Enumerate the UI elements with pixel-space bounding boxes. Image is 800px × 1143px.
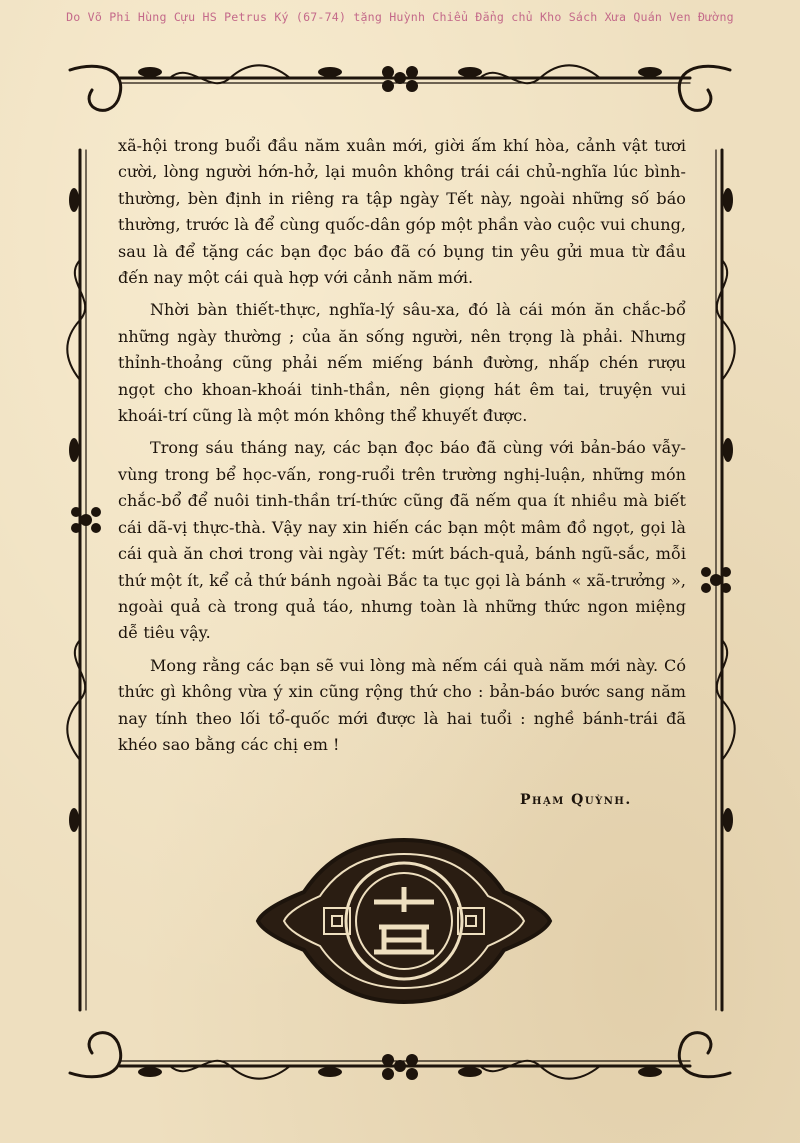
paragraph-4: Mong rằng các bạn sẽ vui lòng mà nếm cái quà năm mới này. Có thức gì không vừa ý xin cũng rộng thứ cho : bản-báo bước sang năm nay tính theo lối tổ-quốc mới được là hai tuổi : nghề bánh-trái đã khéo sao bằng các chị em ! xyxy=(118,655,686,754)
paragraph-3: Trong sáu tháng nay, các bạn đọc báo đã cùng với bản-báo vẫy-vùng trong bể học-vấn, rong-ruổi trên trường nghị-luận, những món chắc-bổ để nuôi tinh-thần trí-thức cũng đã nếm qua ít nhiều mà biết cái dã-vị thực-thà. Vậy nay xin hiến các bạn một mâm đồ ngọt, gọi là cái quà ăn chơi trong vài ngày Tết: mứt bách-quả, bánh ngũ-sắc, mỗi thứ một ít, kể cả thứ bánh ngoài Bắc ta tục gọi là bánh « xã-trưởng », ngoài quả cà trong quả táo, nhưng toàn là những thức ngon miệng dễ tiêu vậy. xyxy=(118,438,686,643)
article-body xyxy=(118,133,686,764)
author-signature: Phạm Quỳnh. xyxy=(520,792,632,808)
watermark-text: Do Võ Phi Hùng Cựu HS Petrus Ký (67-74) tặng Huỳnh Chiểu Đẳng chủ Kho Sách Xưa Quán Ven Đường xyxy=(66,10,734,24)
paragraph-2: Nhời bàn thiết-thực, nghĩa-lý sâu-xa, đó là cái món ăn chắc-bổ những ngày thường ; của ăn sống người, nên trọng là phải. Nhưng thỉnh-thoảng cũng phải nếm miếng bánh đường, nhấp chén rượu ngọt cho khoan-khoái tinh-thần, nên giọng hát êm tai, truyện vui khoái-trí cũng là một món không thể khuyết được. xyxy=(118,300,686,426)
chinese-longevity-emblem xyxy=(254,832,554,1010)
paragraph-1: xã-hội trong buổi đầu năm xuân mới, giời ấm khí hòa, cảnh vật tươi cười, lòng người hớn-hở, lại muôn không trái cái chủ-nghĩa lúc bình-thường, bèn định in riêng ra tập ngày Tết này, ngoài những số báo thường, trước là để cùng quốc-dân góp một phần vào cuộc vui chung, sau là để tặng các bạn đọc báo đã có bụng tin yêu gửi mua từ đầu đến nay một cái quà hợp với cảnh năm mới. xyxy=(118,136,686,288)
